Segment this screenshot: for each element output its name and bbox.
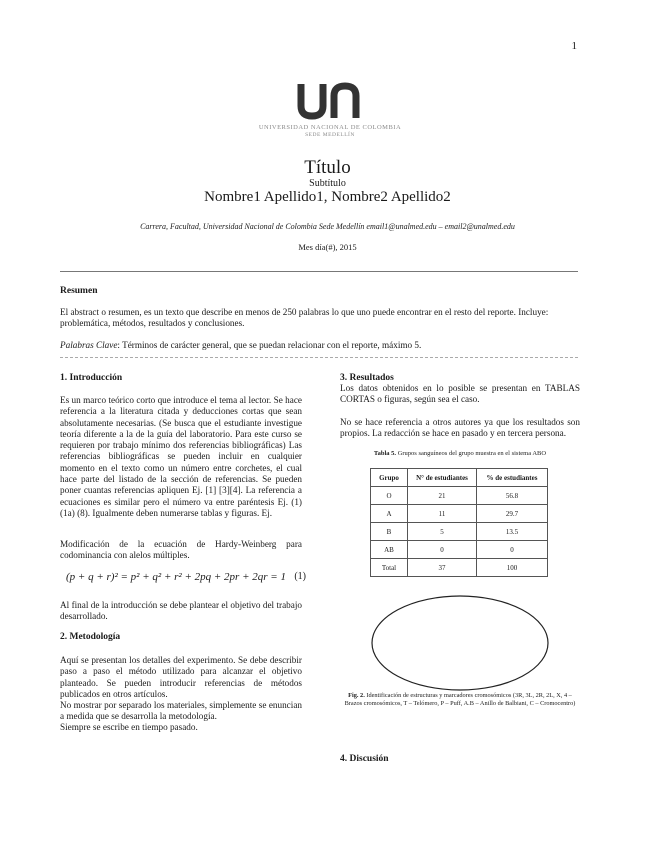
table-cell: 5: [408, 523, 477, 541]
paper-title: Título: [304, 157, 351, 178]
paper-authors: Nombre1 Apellido1, Nombre2 Apellido2: [204, 189, 451, 205]
table-cell: B: [371, 523, 408, 541]
methodology-heading: 2. Metodología: [60, 632, 121, 642]
table-cell: 11: [408, 505, 477, 523]
figure-ellipse: [370, 594, 550, 692]
methodology-paragraph: No mostrar por separado los materiales, simplemente se enuncian a medida que se desarrolla la metodología.: [60, 700, 302, 722]
results-heading: 3. Resultados: [340, 373, 394, 383]
methodology-paragraph: Aquí se presentan los detalles del experimento. Se debe describir paso a paso el método utilizado para alcanzar el objetivo planteado. Se pueden introducir referencias de métodos publicados en otros artículos.: [60, 655, 302, 699]
table-cell: 29.7: [477, 505, 548, 523]
equation-number: (1): [294, 571, 306, 582]
table-cell: 0: [477, 541, 548, 559]
table-header-cell: % de estudiantes: [477, 469, 548, 487]
equation: [66, 571, 306, 583]
keywords-label: Palabras Clave: [60, 340, 118, 350]
table-header-cell: N° de estudiantes: [408, 469, 477, 487]
divider: [60, 271, 578, 272]
figure-caption: [342, 692, 578, 709]
table-row: [371, 541, 548, 559]
table-cell: 21: [408, 487, 477, 505]
figure-caption-label: Fig. 2.: [348, 692, 365, 699]
equation-body: (p + q + r)² = p² + q² + r² + 2pq + 2pr + 2qr = 1: [66, 571, 286, 583]
table-caption-label: Tabla 5.: [373, 450, 397, 457]
discussion-heading: 4. Discusión: [340, 754, 389, 764]
un-logo-icon: [297, 82, 363, 120]
paper-date: Mes día(#), 2015: [298, 242, 357, 252]
abstract-heading: Resumen: [60, 286, 98, 296]
table-row: [371, 487, 548, 505]
table-cell: Total: [371, 559, 408, 577]
introduction-paragraph: Al final de la introducción se debe plantear el objetivo del trabajo desarrollado.: [60, 600, 302, 622]
table-caption: [340, 450, 580, 457]
abstract-text: El abstract o resumen, es un texto que describe en menos de 250 palabras lo que uno puede encontrar en el resto del reporte. Incluye: problemática, métodos, resultados y conclusiones.: [60, 307, 549, 329]
results-paragraph: Los datos obtenidos en lo posible se presentan en TABLAS CORTAS o figuras, según sea el caso.: [340, 383, 580, 405]
methodology-paragraph: Siempre se escribe en tiempo pasado.: [60, 722, 198, 732]
table-cell: AB: [371, 541, 408, 559]
table-cell: 0: [408, 541, 477, 559]
university-logo: [255, 82, 405, 138]
table-cell: 100: [477, 559, 548, 577]
introduction-paragraph: Modificación de la ecuación de Hardy-Weinberg para codominancia con alelos múltiples.: [60, 539, 302, 561]
table-row: [371, 559, 548, 577]
university-name: UNIVERSIDAD NACIONAL DE COLOMBIA: [258, 124, 402, 131]
table-cell: A: [371, 505, 408, 523]
table-cell: 56.8: [477, 487, 548, 505]
table-row: [371, 523, 548, 541]
campus-name: SEDE MEDELLÍN: [305, 132, 355, 138]
keywords-text: : Términos de carácter general, que se puedan relacionar con el reporte, máximo 5.: [117, 340, 422, 350]
table-cell: 13.5: [477, 523, 548, 541]
table-header-row: [371, 469, 548, 487]
page-number: 1: [571, 40, 577, 52]
table-caption-text: Grupos sanguíneos del grupo muestra en el sistema ABO: [396, 450, 547, 457]
results-paragraph: No se hace referencia a otros autores ya que los resultados son propios. La redacción se hace en pasado y en tercera persona.: [340, 417, 580, 439]
introduction-paragraph: Es un marco teórico corto que introduce el tema al lector. Se hace referencia a la literatura citada y deducciones cortas que sean absolutamente necesarias. (Se busca que el estudiante investigue teoría diferente a la de la guía del laboratorio. Para este curso se requieren por trabajo mínimo dos referencias bibliográficas) Las referencias bibliográficas se pueden incluir en cualquier momento en el texto como un número entre corchetes, el cual hace parte del listado de la sección de referencias. Se pueden poner cuantas referencias apliquen Ej. [1] [3][4]. La referencia a ecuaciones es similar pero el número va entre paréntesis Ej. (1) (1a) (8). Igualmente deben numerarse tablas y figuras. Ej.: [60, 395, 302, 518]
blood-group-table: [370, 468, 548, 577]
table-cell: O: [371, 487, 408, 505]
divider: [60, 357, 578, 358]
keywords: [60, 340, 580, 351]
table-header-cell: Grupo: [371, 469, 408, 487]
paper-subtitle: Subtítulo: [309, 178, 346, 189]
introduction-heading: 1. Introducción: [60, 373, 123, 383]
figure-caption-text: Identificación de estructuras y marcadores cromosómicos (3R, 3L, 2R, 2L, X, 4 – Brazos cromosómicos, T – Telómero, P – Puff, A.B – Anillo de Balbiani, C – Cromocentro): [344, 692, 576, 708]
table-cell: 37: [408, 559, 477, 577]
author-affiliation: Carrera, Facultad, Universidad Nacional de Colombia Sede Medellín email1@unalmed.edu – email2@unalmed.edu: [140, 222, 515, 231]
table-row: [371, 505, 548, 523]
